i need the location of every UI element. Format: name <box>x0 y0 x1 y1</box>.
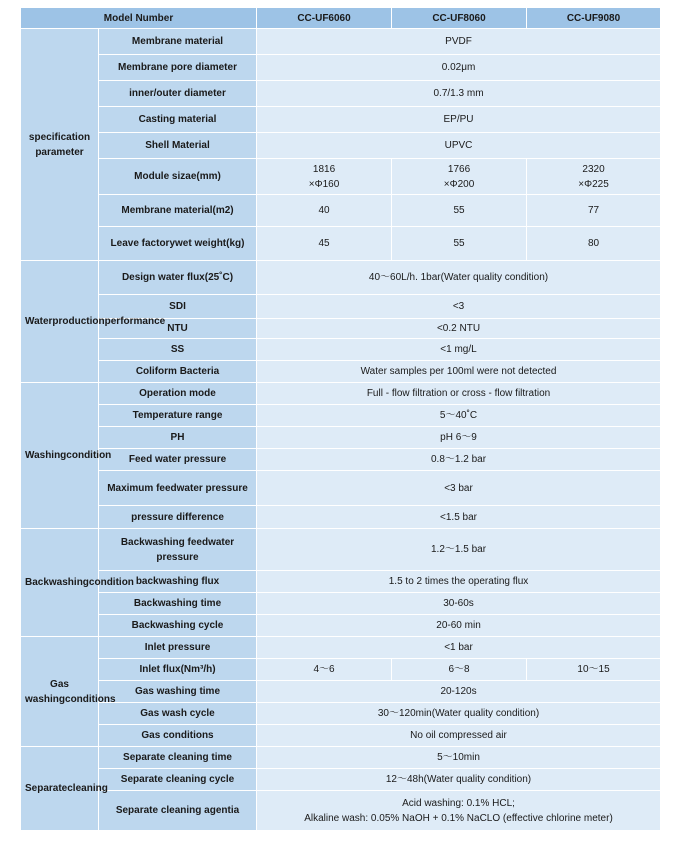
row-label: Membrane material(m2) <box>99 195 257 227</box>
row-value: <1.5 bar <box>257 506 661 529</box>
table-row <box>21 107 661 133</box>
row-label: Gas wash cycle <box>99 703 257 725</box>
table-row <box>21 747 661 769</box>
row-value: <0.2 NTU <box>257 319 661 339</box>
table-row <box>21 471 661 506</box>
row-label: Operation mode <box>99 383 257 405</box>
table-row <box>21 295 661 319</box>
row-label: Temperature range <box>99 405 257 427</box>
table-row <box>21 29 661 55</box>
row-value: 6～8 <box>392 659 527 681</box>
header-model-number: Model Number <box>21 8 257 29</box>
row-value: 55 <box>392 195 527 227</box>
section-label: Waterproductionperformance <box>21 261 99 383</box>
row-value: 1.5 to 2 times the operating flux <box>257 571 661 593</box>
header-model-3: CC-UF9080 <box>527 8 661 29</box>
row-label: Backwashing cycle <box>99 615 257 637</box>
row-value: 0.7/1.3 mm <box>257 81 661 107</box>
row-value: Full - flow filtration or cross - flow filtration <box>257 383 661 405</box>
table-row <box>21 529 661 571</box>
row-label: Separate cleaning cycle <box>99 769 257 791</box>
row-value: 5～10min <box>257 747 661 769</box>
row-value: 5～40˚C <box>257 405 661 427</box>
row-label: Coliform Bacteria <box>99 361 257 383</box>
row-value: <3 bar <box>257 471 661 506</box>
table-row <box>21 133 661 159</box>
table-row <box>21 159 661 195</box>
row-value: 0.8～1.2 bar <box>257 449 661 471</box>
row-label: backwashing flux <box>99 571 257 593</box>
row-value: <3 <box>257 295 661 319</box>
row-value: 55 <box>392 227 527 261</box>
table-row <box>21 55 661 81</box>
row-value: PVDF <box>257 29 661 55</box>
spec-body <box>21 29 661 831</box>
table-row <box>21 361 661 383</box>
row-value: 40～60L/h. 1bar(Water quality condition) <box>257 261 661 295</box>
section-label: Backwashingcondition <box>21 529 99 637</box>
row-label: inner/outer diameter <box>99 81 257 107</box>
row-label: Leave factorywet weight(kg) <box>99 227 257 261</box>
row-label: Separate cleaning agentia <box>99 791 257 831</box>
row-label: Maximum feedwater pressure <box>99 471 257 506</box>
table-row <box>21 659 661 681</box>
table-row <box>21 195 661 227</box>
row-value: 20-60 min <box>257 615 661 637</box>
row-label: Backwashing time <box>99 593 257 615</box>
table-row <box>21 227 661 261</box>
row-label: Module sizae(mm) <box>99 159 257 195</box>
section-label: Washingcondition <box>21 383 99 529</box>
table-row <box>21 383 661 405</box>
row-label: NTU <box>99 319 257 339</box>
row-value: <1 bar <box>257 637 661 659</box>
row-value: 2320 ×Φ225 <box>527 159 661 195</box>
table-row <box>21 427 661 449</box>
row-value: 20-120s <box>257 681 661 703</box>
row-label: Shell Material <box>99 133 257 159</box>
row-value: <1 mg/L <box>257 339 661 361</box>
row-value: 40 <box>257 195 392 227</box>
header-model-2: CC-UF8060 <box>392 8 527 29</box>
row-value: 12～48h(Water quality condition) <box>257 769 661 791</box>
table-row <box>21 637 661 659</box>
row-label: Separate cleaning time <box>99 747 257 769</box>
table-row <box>21 769 661 791</box>
row-value: 4～6 <box>257 659 392 681</box>
row-value: 0.02μm <box>257 55 661 81</box>
row-label: pressure difference <box>99 506 257 529</box>
row-value: Acid washing: 0.1% HCL; Alkaline wash: 0.05% NaOH + 0.1% NaCLO (effective chlorine meter) <box>257 791 661 831</box>
table-row <box>21 81 661 107</box>
row-value: 45 <box>257 227 392 261</box>
row-value: 1816 ×Φ160 <box>257 159 392 195</box>
row-label: Membrane material <box>99 29 257 55</box>
row-value: 77 <box>527 195 661 227</box>
table-row <box>21 791 661 831</box>
row-label: Design water flux(25˚C) <box>99 261 257 295</box>
row-value: 80 <box>527 227 661 261</box>
table-row <box>21 405 661 427</box>
section-label: Gas washingconditions <box>21 637 99 747</box>
table-row <box>21 339 661 361</box>
row-label: Backwashing feedwater pressure <box>99 529 257 571</box>
table-row <box>21 703 661 725</box>
row-label: Casting material <box>99 107 257 133</box>
row-value: UPVC <box>257 133 661 159</box>
row-value: 30-60s <box>257 593 661 615</box>
row-label: Inlet pressure <box>99 637 257 659</box>
section-label: Separatecleaning <box>21 747 99 831</box>
row-label: Feed water pressure <box>99 449 257 471</box>
table-row <box>21 449 661 471</box>
row-value: Water samples per 100ml were not detected <box>257 361 661 383</box>
table-row <box>21 593 661 615</box>
row-value: 30～120min(Water quality condition) <box>257 703 661 725</box>
row-label: Gas conditions <box>99 725 257 747</box>
row-value: 10～15 <box>527 659 661 681</box>
table-row <box>21 681 661 703</box>
row-label: SS <box>99 339 257 361</box>
row-label: Inlet flux(Nm³/h) <box>99 659 257 681</box>
section-label: specification parameter <box>21 29 99 261</box>
row-value: 1.2～1.5 bar <box>257 529 661 571</box>
table-row <box>21 261 661 295</box>
row-value: No oil compressed air <box>257 725 661 747</box>
spec-table <box>20 7 661 831</box>
row-value: EP/PU <box>257 107 661 133</box>
table-row <box>21 615 661 637</box>
row-label: SDI <box>99 295 257 319</box>
row-label: PH <box>99 427 257 449</box>
header-model-1: CC-UF6060 <box>257 8 392 29</box>
row-value: pH 6～9 <box>257 427 661 449</box>
row-value: 1766 ×Φ200 <box>392 159 527 195</box>
table-row <box>21 506 661 529</box>
header-row <box>21 8 661 29</box>
row-label: Gas washing time <box>99 681 257 703</box>
row-label: Membrane pore diameter <box>99 55 257 81</box>
table-row <box>21 725 661 747</box>
